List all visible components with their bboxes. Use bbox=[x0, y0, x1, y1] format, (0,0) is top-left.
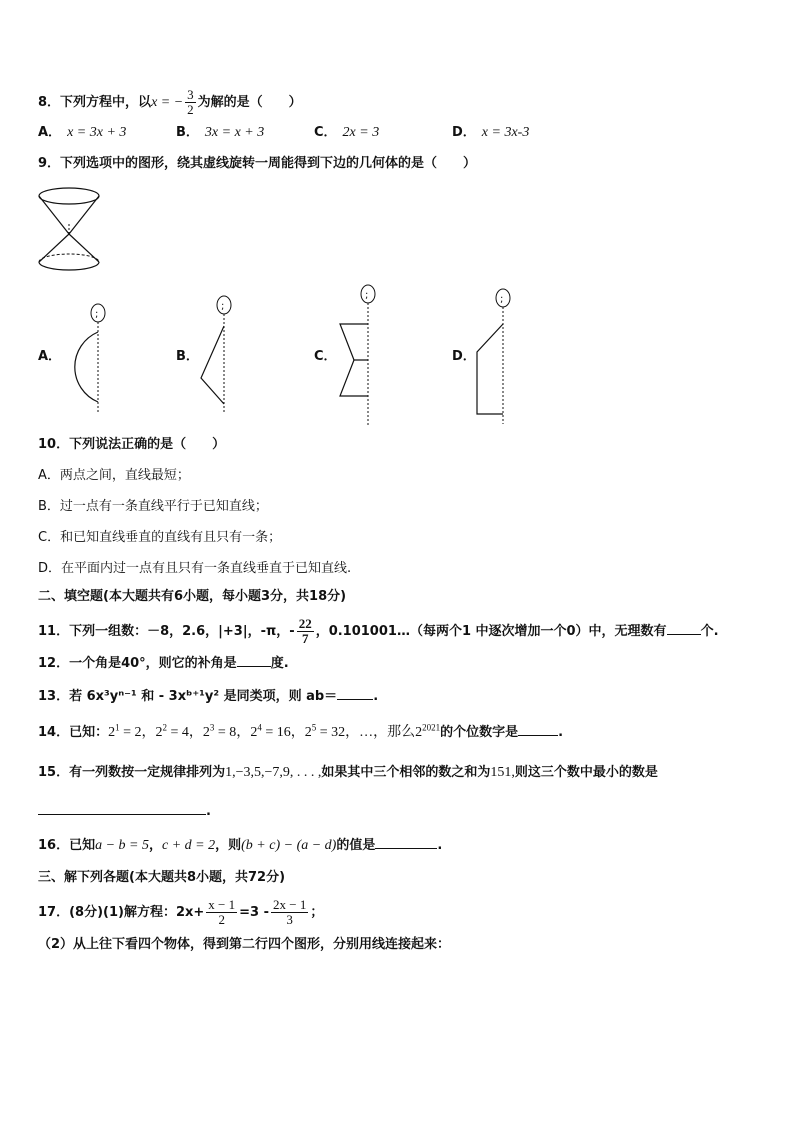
section-3-heading: 三、解下列各题(本大题共8小题，共72分) bbox=[38, 870, 286, 885]
question-15-tail: 则这三个数中最小的数是 bbox=[514, 765, 658, 780]
fraction-denominator: 3 bbox=[286, 912, 293, 927]
question-12-end: 度. bbox=[270, 656, 289, 671]
question-15-answer-line bbox=[38, 802, 211, 821]
power-base: 2 bbox=[108, 725, 116, 740]
q16-expression-2: c + d = 2 bbox=[162, 838, 216, 853]
power-base: 2 bbox=[250, 725, 258, 740]
fraction-numerator: x − 1 bbox=[208, 897, 236, 912]
question-15-text: 15．有一列数按一定规律排列为 bbox=[38, 765, 226, 780]
question-11-tail: ，0.101001…（每两个1 中逐次增加一个0）中，无理数有 bbox=[315, 624, 667, 639]
svg-text:;: ; bbox=[95, 309, 99, 320]
q9-option-a-label[interactable]: A． bbox=[38, 349, 62, 364]
question-10: 10．下列说法正确的是（ ） bbox=[38, 437, 226, 452]
option-expression: 2x = 3 bbox=[342, 125, 380, 140]
question-16-text: 16．已知 bbox=[38, 838, 96, 853]
question-15-mid: 如果其中三个相邻的数之和为 bbox=[321, 765, 491, 780]
option-label: C． bbox=[314, 125, 337, 140]
question-16-tail: 的值是 bbox=[336, 838, 376, 853]
answer-blank[interactable] bbox=[375, 836, 437, 849]
question-17-end: ； bbox=[310, 905, 324, 920]
q8-option-c[interactable] bbox=[314, 124, 379, 142]
q17-fraction-2 bbox=[271, 898, 308, 927]
answer-blank[interactable] bbox=[237, 654, 271, 667]
power-base: 2 bbox=[304, 725, 312, 740]
svg-text:;: ; bbox=[500, 294, 504, 305]
question-12 bbox=[38, 654, 289, 673]
power-exponent: 2021 bbox=[422, 722, 441, 733]
q9-option-c-figure[interactable] bbox=[332, 283, 387, 428]
q9-option-a-figure[interactable] bbox=[58, 300, 113, 415]
question-13-end: . bbox=[373, 689, 379, 704]
option-expression: x = 3x + 3 bbox=[67, 125, 127, 140]
fraction-denominator: 2 bbox=[218, 912, 225, 927]
answer-blank[interactable] bbox=[337, 687, 373, 700]
answer-blank[interactable] bbox=[667, 622, 701, 635]
q9-option-c-label[interactable]: C． bbox=[314, 349, 337, 364]
question-13-text: 13．若 6x³yⁿ⁻¹ 和 - 3xᵇ⁺¹y² 是同类项，则 ab＝ bbox=[38, 689, 338, 704]
power-base: 2 bbox=[155, 725, 163, 740]
power-exponent: 5 bbox=[311, 722, 317, 733]
question-17-part-2: （2）从上往下看四个物体，得到第二行四个图形，分别用线连接起来： bbox=[38, 937, 451, 952]
q16-expression-1: a − b = 5 bbox=[95, 838, 149, 853]
question-16 bbox=[38, 836, 442, 855]
question-13 bbox=[38, 687, 378, 706]
option-expression: 3x = x + 3 bbox=[204, 125, 265, 140]
q16-expression-3: (b + c) − (a − d) bbox=[241, 838, 337, 853]
question-14 bbox=[38, 723, 563, 742]
option-label: D． bbox=[452, 125, 476, 140]
q17-fraction-1 bbox=[206, 898, 237, 927]
power-exponent: 2 bbox=[162, 722, 167, 733]
fraction-denominator: 2 bbox=[187, 102, 194, 117]
question-number: 8． bbox=[38, 95, 61, 110]
power-value: = 16， bbox=[261, 725, 305, 740]
question-11-text: 11．下列一组数：－8，2.6，|+3|，-π，- bbox=[38, 624, 295, 639]
q10-option-d[interactable]: D．在平面内过一点有且只有一条直线垂直于已知直线. bbox=[38, 561, 352, 576]
question-9: 9．下列选项中的图形，绕其虚线旋转一周能得到下边的几何体的是（ ） bbox=[38, 156, 477, 171]
q15-sum: 151, bbox=[490, 765, 515, 780]
question-8-text: 下列方程中，以 bbox=[60, 95, 152, 110]
option-label: A． bbox=[38, 125, 62, 140]
question-15-end: . bbox=[206, 804, 211, 819]
fraction-numerator: 22 bbox=[298, 616, 312, 631]
separator: ， bbox=[149, 838, 163, 853]
answer-blank[interactable] bbox=[38, 802, 206, 815]
q10-option-a[interactable]: A．两点之间，直线最短； bbox=[38, 468, 190, 483]
power-base: 2 bbox=[415, 725, 423, 740]
power-value: = 2， bbox=[119, 725, 156, 740]
q8-option-b[interactable] bbox=[176, 124, 264, 142]
option-label: B． bbox=[176, 125, 199, 140]
q9-option-b-label[interactable]: B． bbox=[176, 349, 199, 364]
q10-option-b[interactable]: B．过一点有一条直线平行于已知直线； bbox=[38, 499, 268, 514]
question-16-mid: ，则 bbox=[215, 838, 242, 853]
question-8-tail: 为解的是（ ） bbox=[197, 95, 302, 110]
q8-option-d[interactable] bbox=[452, 124, 529, 142]
section-2-heading: 二、填空题(本大题共有6小题，每小题3分，共18分) bbox=[38, 589, 347, 604]
question-17 bbox=[38, 898, 323, 927]
q10-option-c[interactable]: C．和已知直线垂直的直线有且只有一条； bbox=[38, 530, 282, 545]
power-base: 2 bbox=[202, 725, 210, 740]
q9-option-b-figure[interactable] bbox=[196, 292, 241, 417]
q15-sequence: 1,−3,5,−7,9, . . . , bbox=[225, 765, 322, 780]
answer-blank[interactable] bbox=[518, 723, 558, 736]
fraction-denominator: 7 bbox=[301, 631, 309, 646]
power-value: = 32，…，那么 bbox=[316, 725, 416, 740]
q8-lhs: x = − bbox=[151, 95, 184, 110]
question-11 bbox=[38, 617, 719, 646]
question-14-text: 14．已知： bbox=[38, 725, 109, 740]
power-exponent: 1 bbox=[115, 722, 120, 733]
option-expression: x = 3x-3 bbox=[481, 125, 530, 140]
double-cone-figure bbox=[36, 186, 106, 278]
q11-fraction bbox=[297, 617, 314, 646]
fraction-numerator: 2x − 1 bbox=[272, 897, 307, 912]
q8-option-a[interactable] bbox=[38, 124, 126, 142]
question-12-text: 12．一个角是40°，则它的补角是 bbox=[38, 656, 237, 671]
question-16-end: . bbox=[437, 838, 443, 853]
question-8 bbox=[38, 88, 302, 117]
svg-text:;: ; bbox=[221, 301, 225, 312]
power-value: = 8， bbox=[214, 725, 251, 740]
question-15 bbox=[38, 764, 658, 782]
power-exponent: 3 bbox=[209, 722, 215, 733]
question-17-text: 17．(8分)(1)解方程：2x+ bbox=[38, 905, 205, 920]
power-value: = 4， bbox=[167, 725, 203, 740]
q14-powers bbox=[108, 722, 441, 740]
q8-fraction bbox=[185, 88, 196, 117]
question-17-mid: =3 - bbox=[239, 905, 269, 920]
power-exponent: 4 bbox=[257, 722, 262, 733]
q9-option-d-figure[interactable] bbox=[472, 286, 522, 426]
svg-text:;: ; bbox=[365, 290, 369, 301]
q9-option-d-label[interactable]: D． bbox=[452, 349, 476, 364]
question-11-end: 个. bbox=[700, 624, 719, 639]
question-14-tail: 的个位数字是 bbox=[440, 725, 519, 740]
question-14-end: . bbox=[558, 725, 564, 740]
fraction-numerator: 3 bbox=[187, 87, 194, 102]
